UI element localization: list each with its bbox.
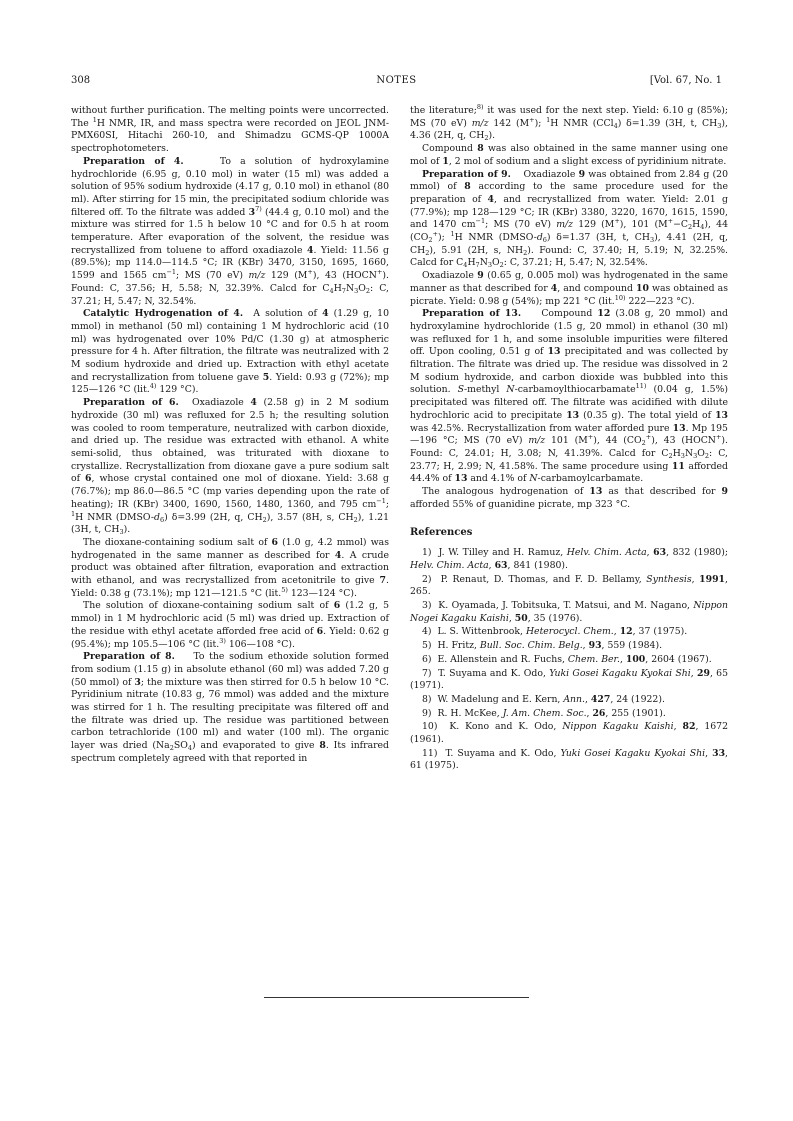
reference-item: 10) K. Kono and K. Odo, Nippon Kagaku Kaishi, 82, 1672 (1961). [410,721,729,746]
reference-item: 7) T. Suyama and K. Odo, Yuki Gosei Kagaku Kyokai Shi, 29, 65 (1971). [410,667,728,692]
paragraph: The dioxane-containing sodium salt of 6 (1.0 g, 4.2 mmol) was hydrogenated in the same manner as described for 4. A crude product was obtained after filtration, evaporation and extraction with ethanol, and was recrystallized from acetonitrile to give 7. Yield: 0.38 g (73.1%); mp 121—121.5 °C (lit.$^{5)}$ 123—124 °C). [71,536,389,599]
right-paragraphs [410,105,728,512]
paragraph: Preparation of 6. Oxadiazole 4 (2.58 g) in 2 M sodium hydroxide (30 ml) was refluxed for 2.5 h; the resulting solution was cooled to room temperature, neutralized with carbon dioxide, and dried up. The residue was extracted with ethanol. A white semi-solid, thus obtained, was triturated with dioxane to crystallize. Recrystallization from dioxane gave a pure sodium salt of 6, whose crystal contained one mol of dioxane. Yield: 3.68 g (76.7%); mp 86.0—86.5 °C (mp varies depending upon the rate of heating); IR (KBr) 3400, 1690, 1560, 1480, 1360, and 795 $cm^{-1}$; $^1$H NMR $(DMSO-d_6)$ δ=3.99 (2H, q, $CH_2$), 3.57 (8H, s, $CH_2$), 1.21 (3H, t, $CH_3$). [71,397,389,537]
reference-item: 8) W. Madelung and E. Kern, Ann., 427, 24 (1922). [422,693,665,705]
right-column [410,105,728,774]
paragraph: Compound 8 was also obtained in the same manner using one mol of 1, 2 mol of sodium and a slight excess of pyridinium nitrate. [410,143,728,167]
reference-item: 9) R. H. McKee, J. Am. Chem. Soc., 26, 255 (1901). [422,707,666,719]
paragraph: Catalytic Hydrogenation of 4. A solution of 4 (1.29 g, 10 mmol) in methanol (50 ml) containing 1 M hydrochloric acid (10 ml) was hydrogenated over 10% Pd/C (1.30 g) at atmospheric pressure for 4 h. After filtration, the filtrate was neutralized with 2 M sodium hydroxide and dried up. Extraction with ethyl acetate and recrystallization from toluene gave 5. Yield: 0.93 g (72%); mp 125—126 °C (lit.$^{4)}$ 129 °C). [71,308,389,396]
paragraph: Preparation of 13. Compound 12 (3.08 g, 20 mmol) and hydroxylamine hydrochloride (1.5 g, 20 mmol) in ethanol (30 ml) was refluxed for 1 h, and some insoluble impurities were filtered off. Upon cooling, 0.51 g of 13 precipitated and was collected by filtration. The filtrate was dried up. The residue was dissolved in 2 M sodium hydroxide, and carbon dioxide was bubbled into this solution. S-methyl N-carbamoylthiocarbamate$^{11)}$ (0.04 g, 1.5%) precipitated was filtered off. The filtrate was acidified with dilute hydrochloric acid to precipitate 13 (0.35 g). The total yield of 13 was 42.5%. Recrystallization from water afforded pure 13. Mp 195—196 °C; MS (70 eV) m/z 101 (M+), 44 $(CO_2^+)$, 43 (HOCN+). Found: C, 24.01; H, 3.08; N, 41.39%. Calcd for $C_2H_3N_3O_2$: C, 23.77; H, 2.99; N, 41.58%. The same procedure using 11 afforded 44.4% of 13 and 4.1% of N-carbamoylcarbamate. [410,308,729,485]
paragraph: The analogous hydrogenation of 13 as that described for 9 afforded 55% of guanidine picrate, mp 323 °C. [410,486,729,510]
reference-item: 4) L. S. Wittenbrook, Heterocycl. Chem., 12, 37 (1975). [422,626,688,638]
references-list [410,547,728,773]
footer-rule [264,997,529,998]
paragraph: Preparation of 9. Oxadiazole 9 was obtained from 2.84 g (20 mmol) of 8 according to the same procedure used for the preparation of 4, and recrystallized from water. Yield: 2.01 g (77.9%); mp 128—129 °C; IR (KBr) 3380, 3220, 1670, 1615, 1590, and 1470 $cm^{-1}$; MS (70 eV) m/z 129 (M+), 101 $(M^+-C_2H_4)$, 44 $(CO_2^+)$; $^1$H NMR $(DMSO-d_6)$ δ=1.37 (3H, t, $CH_3$), 4.41 (2H, q, $CH_2$), 5.91 (2H, s, $NH_2$). Found: C, 37.40; H, 5.19; N, 32.25%. Calcd for $C_4H_7N_3O_2$: C, 37.21; H, 5.47; N, 32.54%. [410,168,729,270]
reference-item: 1) J. W. Tilley and H. Ramuz, Helv. Chim. Acta, 63, 832 (1980); Helv. Chim. Acta, 63, 841 (1980). [410,547,728,571]
reference-item: 5) H. Fritz, Bull. Soc. Chim. Belg., 93, 559 (1984). [422,640,663,652]
paragraph: without further purification. The melting points were uncorrected. The $^1$H NMR, IR, and mass spectra were recorded on JEOL JNM-PMX60SI, Hitachi 260-10, and Shimadzu GCMS-QP 1000A spectrophotometers. [71,105,389,155]
page-number: 308 [71,75,91,86]
reference-item: 3) K. Oyamada, J. Tobitsuka, T. Matsui, and M. Nagano, Nippon Nogei Kagaku Kaishi, 50, 35 (1976). [410,600,728,624]
volume-label: [Vol. 67, No. 1 [649,75,722,86]
paragraph: the literature;$^{8)}$ it was used for the next step. Yield: 6.10 g (85%); MS (70 eV) m/z 142 (M+); $^1$H NMR (CCl$_4$) δ=1.39 (3H, t, $CH_3$), 4.36 (2H, q, $CH_2$). [410,103,729,143]
reference-item: 11) T. Suyama and K. Odo, Yuki Gosei Kagaku Kyokai Shi, 33, 61 (1975). [410,747,729,772]
references-heading: References [410,526,473,538]
reference-item: 6) E. Allenstein and R. Fuchs, Chem. Ber., 100, 2604 (1967). [422,653,712,665]
section-title: NOTES [376,75,417,86]
paragraph: Preparation of 8. To the sodium ethoxide solution formed from sodium (1.15 g) in absolute ethanol (60 ml) was added 7.20 g (50 mmol) of 3; the mixture was then stirred for 0.5 h below 10 °C. Pyridinium nitrate (10.83 g, 76 mmol) was added and the mixture was stirred for 1 h. The resulting precipitate was filtered off and the filtrate was dried up. The residue was partitioned between carbon tetrachloride (100 ml) and water (100 ml). The organic layer was dried $(Na_2SO_4)$ and evaporated to give 8. Its infrared spectrum completely agreed with that reported in [71,651,390,764]
reference-item: 2) P. Renaut, D. Thomas, and F. D. Bellamy, Synthesis, 1991, 265. [410,573,728,598]
paragraph: The solution of dioxane-containing sodium salt of 6 (1.2 g, 5 mmol) in 1 M hydrochloric acid (5 ml) was dried up. Extraction of the residue with ethyl acetate afforded free acid of 6. Yield: 0.62 g (95.4%); mp 105.5—106 °C (lit.$^{3)}$ 106—108 °C). [71,600,390,650]
paragraph: Oxadiazole 9 (0.65 g, 0.005 mol) was hydrogenated in the same manner as that described for 4, and compound 10 was obtained as picrate. Yield: 0.98 g (54%); mp 221 °C (lit.$^{10)}$ 222—223 °C). [410,270,728,307]
left-column [71,105,389,766]
running-header [71,75,722,89]
paragraph: Preparation of 4. To a solution of hydroxylamine hydrochloride (6.95 g, 0.10 mol) in water (15 ml) was added a solution of 95% sodium hydroxide (4.17 g, 0.10 mol) in ethanol (80 ml). After stirring for 15 min, the precipitated sodium chloride was filtered off. To the filtrate was added 3$^{7)}$ (44.4 g, 0.10 mol) and the mixture was stirred for 1.5 h below 10 °C and for 0.5 h at room temperature. After evaporation of the solvent, the residue was recrystallized from toluene to afford oxadiazole 4. Yield: 11.56 g (89.5%); mp 114.0—114.5 °C; IR (KBr) 3470, 3150, 1695, 1660, 1599 and 1565 $cm^{-1}$; MS (70 eV) m/z 129 (M+), 43 (HOCN+). Found: C, 37.56; H, 5.58; N, 32.39%. Calcd for $C_4H_7N_3O_2$: C, 37.21; H, 5.47; N, 32.54%. [71,155,390,307]
